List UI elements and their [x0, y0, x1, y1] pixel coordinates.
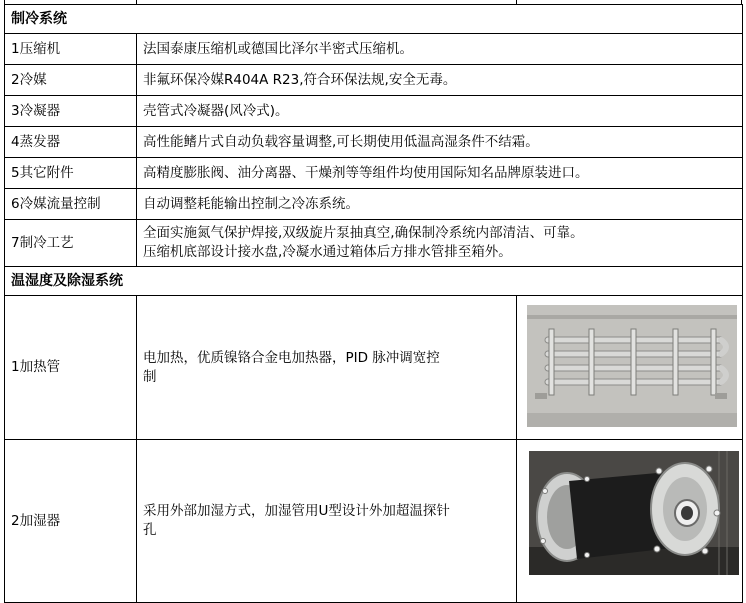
row-label: 4蒸发器: [5, 127, 137, 158]
row-desc: [137, 296, 517, 440]
row-desc: [137, 440, 517, 603]
section-title: 制冷系统: [5, 5, 743, 34]
table-row: [5, 65, 743, 96]
humidifier-photo: [529, 451, 739, 575]
table-row: [5, 96, 743, 127]
desc-line: 电加热，优质镍铬合金电加热器，PID 脉冲调宽控: [143, 349, 440, 366]
row-desc: 高精度膨胀阀、油分离器、干燥剂等等组件均使用国际知名品牌原装进口。: [137, 158, 743, 189]
row-desc: [137, 220, 743, 267]
row-label: 1压缩机: [5, 34, 137, 65]
row-label: 5其它附件: [5, 158, 137, 189]
photo-cell: [517, 296, 743, 440]
row-desc: 非氟环保冷媒R404A R23,符合环保法规,安全无毒。: [137, 65, 743, 96]
desc-line: 采用外部加湿方式，加湿管用U型设计外加超温探针: [143, 503, 450, 519]
row-desc: 壳管式冷凝器(风冷式)。: [137, 96, 743, 127]
table-row: [5, 220, 743, 267]
row-label: 6冷媒流量控制: [5, 189, 137, 220]
desc-line: 压缩机底部设计接水盘,冷凝水通过箱体后方排水管排至箱外。: [143, 244, 512, 260]
row-label: 2加湿器: [5, 440, 137, 603]
section-title: 温湿度及除湿系统: [5, 267, 743, 296]
row-label: 1加热管: [5, 296, 137, 440]
spec-table: [4, 4, 743, 603]
section-header-row: [5, 267, 743, 296]
row-desc: 法国泰康压缩机或德国比泽尔半密式压缩机。: [137, 34, 743, 65]
row-desc: 自动调整耗能输出控制之冷冻系统。: [137, 189, 743, 220]
row-label: 7制冷工艺: [5, 220, 137, 267]
desc-line: 孔: [143, 522, 157, 538]
table-row: [5, 296, 743, 440]
section-header-row: [5, 5, 743, 34]
desc-line: 全面实施氮气保护焊接,双级旋片泵抽真空,确保制冷系统内部清洁、可靠。: [143, 225, 584, 241]
table-row: [5, 34, 743, 65]
photo-cell: [517, 440, 743, 603]
row-label: 2冷媒: [5, 65, 137, 96]
table-row: [5, 127, 743, 158]
heater-tube-photo: [527, 305, 737, 427]
table-row: [5, 189, 743, 220]
desc-line: 制: [143, 368, 157, 385]
row-desc: 高性能鳍片式自动负载容量调整,可长期使用低温高湿条件不结霜。: [137, 127, 743, 158]
table-row: [5, 440, 743, 603]
table-row: [5, 158, 743, 189]
row-label: 3冷凝器: [5, 96, 137, 127]
